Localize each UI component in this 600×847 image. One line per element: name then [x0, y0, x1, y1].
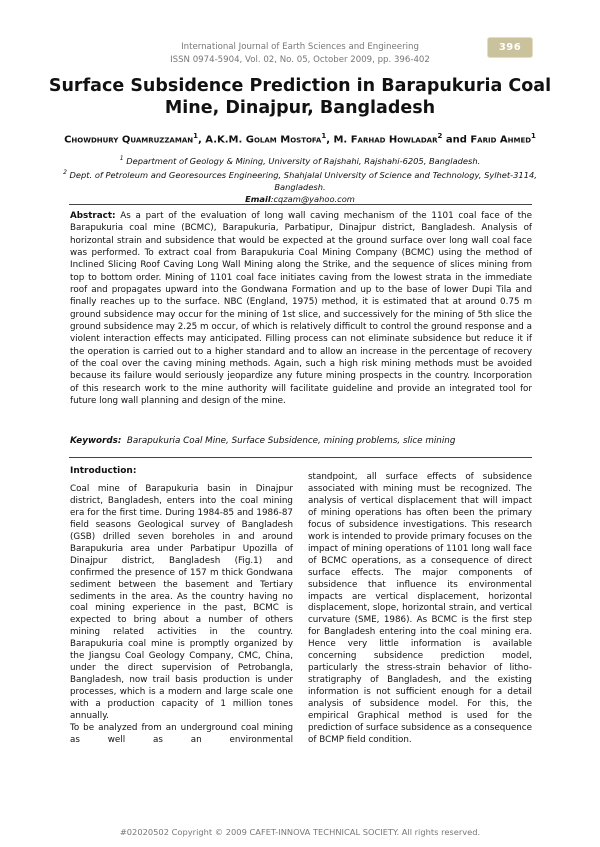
keywords-label: Keywords: — [70, 436, 122, 446]
sep: and — [442, 134, 471, 146]
affil-text: Department of Geology & Mining, University of Rajshahi, Rajshahi-6205, Bangladesh. — [126, 155, 481, 166]
paragraph: To be analyzed from an underground coal mining as well as an environmental — [70, 723, 293, 745]
affiliations — [60, 153, 540, 206]
left-column — [70, 466, 293, 747]
abstract-label: Abstract: — [70, 211, 116, 221]
affil-sup: 1 — [119, 155, 124, 162]
sep: , — [197, 134, 206, 146]
divider — [69, 457, 532, 458]
author: Farid Ahmed — [470, 134, 532, 146]
abstract — [70, 210, 532, 408]
copyright-footer: #02020502 Copyright © 2009 CAFET-INNOVA TECHNICAL SOCIETY. All rights reserved. — [119, 827, 481, 837]
affiliation — [60, 153, 540, 167]
paragraph: Coal mine of Barapukuria basin in Dinajpur district, Bangladesh, enters into the coal mining era for the first time. During 1984-85 and 1986-87 field seasons Geological survey of Bangladesh (GSB) drilled seven boreholes in and around Barapukuria area under Parbatipur Upozilla of Dinajpur district, Bangladesh (Fig.1) and confirmed the presence of 157 m thick Gondwana sediment between the basement and Tertiary sediments in the area. As the country having no coal mining experience in the past, BCMC is expected to bring about a number of others mining related activities in the country. Barapukuria coal mine is promptly organized by the Jiangsu Coal Geology Company, CMC, China, under the direct supervision of Petrobangla, Bangladesh, now trail basis production is under processes, which is a modern and large scale one with a production capacity of 1 million tones annually. — [70, 483, 293, 722]
affiliation — [60, 167, 540, 193]
author-sup: 1 — [193, 132, 198, 140]
author: A.K.M. Golam Mostofa — [205, 134, 322, 146]
author: M. Farhad Howladar — [333, 134, 438, 146]
abstract-text: As a part of the evaluation of long wall caving mechanism of the 1101 coal face of the Barapukuria coal mine (BCMC), Barapukuria, Parbatipur, Dinajpur district, Bangladesh. Analysis of horizontal strain and subsidence that would be expected at the ground surface over long wall coal face was performed. To extract coal from Barapukuria Coal Mining Company (BCMC) using the method of Inclined Slicing Roof Caving Long Wall Mining along the Strike, and the sequence of slices mining from top to bottom order. Mining of 1101 coal face initiates caving from the lowest strata in the immediate roof and propagates upward into the Gondwana Formation and up to the base of lower Dupi Tila and finally reaches up to the surface. NBC (England, 1975) method, it is estimated that at around 0.75 m ground subsidence may occur for the mining of 1st slice, and successively for the mining of 5th slice the ground subsidence may 2.25 m occur, of which is relatively difficult to control the ground response and a violent interaction effects may anticipated. Filling process can not eliminate subsidence but reduce it if the operation is carried out to a higher standard and to allow an increase in the percentage of recovery of the coal over the caving mining methods. Again, such a high risk mining methods must be avoided because its failure would seriously jeopardize any future mining prospects in the country. Incorporation of this research work to the mine authority will facilitate guideline and provide an integrated tool for future long wall planning and design of the mine. — [70, 211, 532, 407]
paper-title: Surface Subsidence Prediction in Barapukuria Coal Mine, Dinajpur, Bangladesh — [48, 76, 552, 118]
right-column — [308, 472, 532, 747]
author-sup: 1 — [531, 132, 536, 140]
page-number-badge: 396 — [487, 37, 533, 58]
section-heading: Introduction: — [70, 466, 137, 476]
affil-sup: 2 — [63, 169, 67, 177]
email-label: Email — [245, 194, 271, 205]
divider — [69, 204, 532, 205]
journal-name: International Journal of Earth Sciences and Engineering — [181, 42, 419, 52]
email-value[interactable]: :cqzam@yahoo.com — [270, 194, 355, 205]
keywords-text: Barapukuria Coal Mine, Surface Subsidence, mining problems, slice mining — [126, 436, 456, 446]
sep: , — [326, 134, 334, 146]
affil-text: Dept. of Petroleum and Georesources Engineering, Shahjalal University of Science and Technology, Sylhet-3114, Bangladesh. — [69, 169, 537, 193]
paragraph: standpoint, all surface effects of subsidence associated with mining must be recognized. The analysis of vertical displacement that will impact of mining operations has often been the primary focus of subsidence investigations. This research work is intended to provide primary focuses on the impact of mining operations of 1101 long wall face of BCMC operations, as a consequence of direct surface effects. The major components of subsidence that influence its environmental impacts are vertical displacement, horizontal displacement, slope, horizontal strain, and vertical curvature (SME, 1986). As BCMC is the first step for Bangladesh entering into the coal mining era. Hence very little information is available concerning subsidence prediction model, particularly the stress-strain behavior of litho-stratigraphy of Bangladesh, and the existing information is not sufficient enough for a detail analysis of subsidence model. For this, the empirical Graphical method is used for the prediction of surface subsidence as a consequence of BCMP field condition. — [308, 472, 532, 745]
author-sup: 2 — [437, 132, 443, 140]
journal-issue: ISSN 0974-5904, Vol. 02, No. 05, October 2009, pp. 396-402 — [170, 54, 430, 65]
keywords — [70, 436, 532, 446]
author-list — [60, 129, 540, 147]
author: Chowdhury Quamruzzaman — [64, 134, 194, 146]
author-sup: 1 — [321, 132, 327, 140]
